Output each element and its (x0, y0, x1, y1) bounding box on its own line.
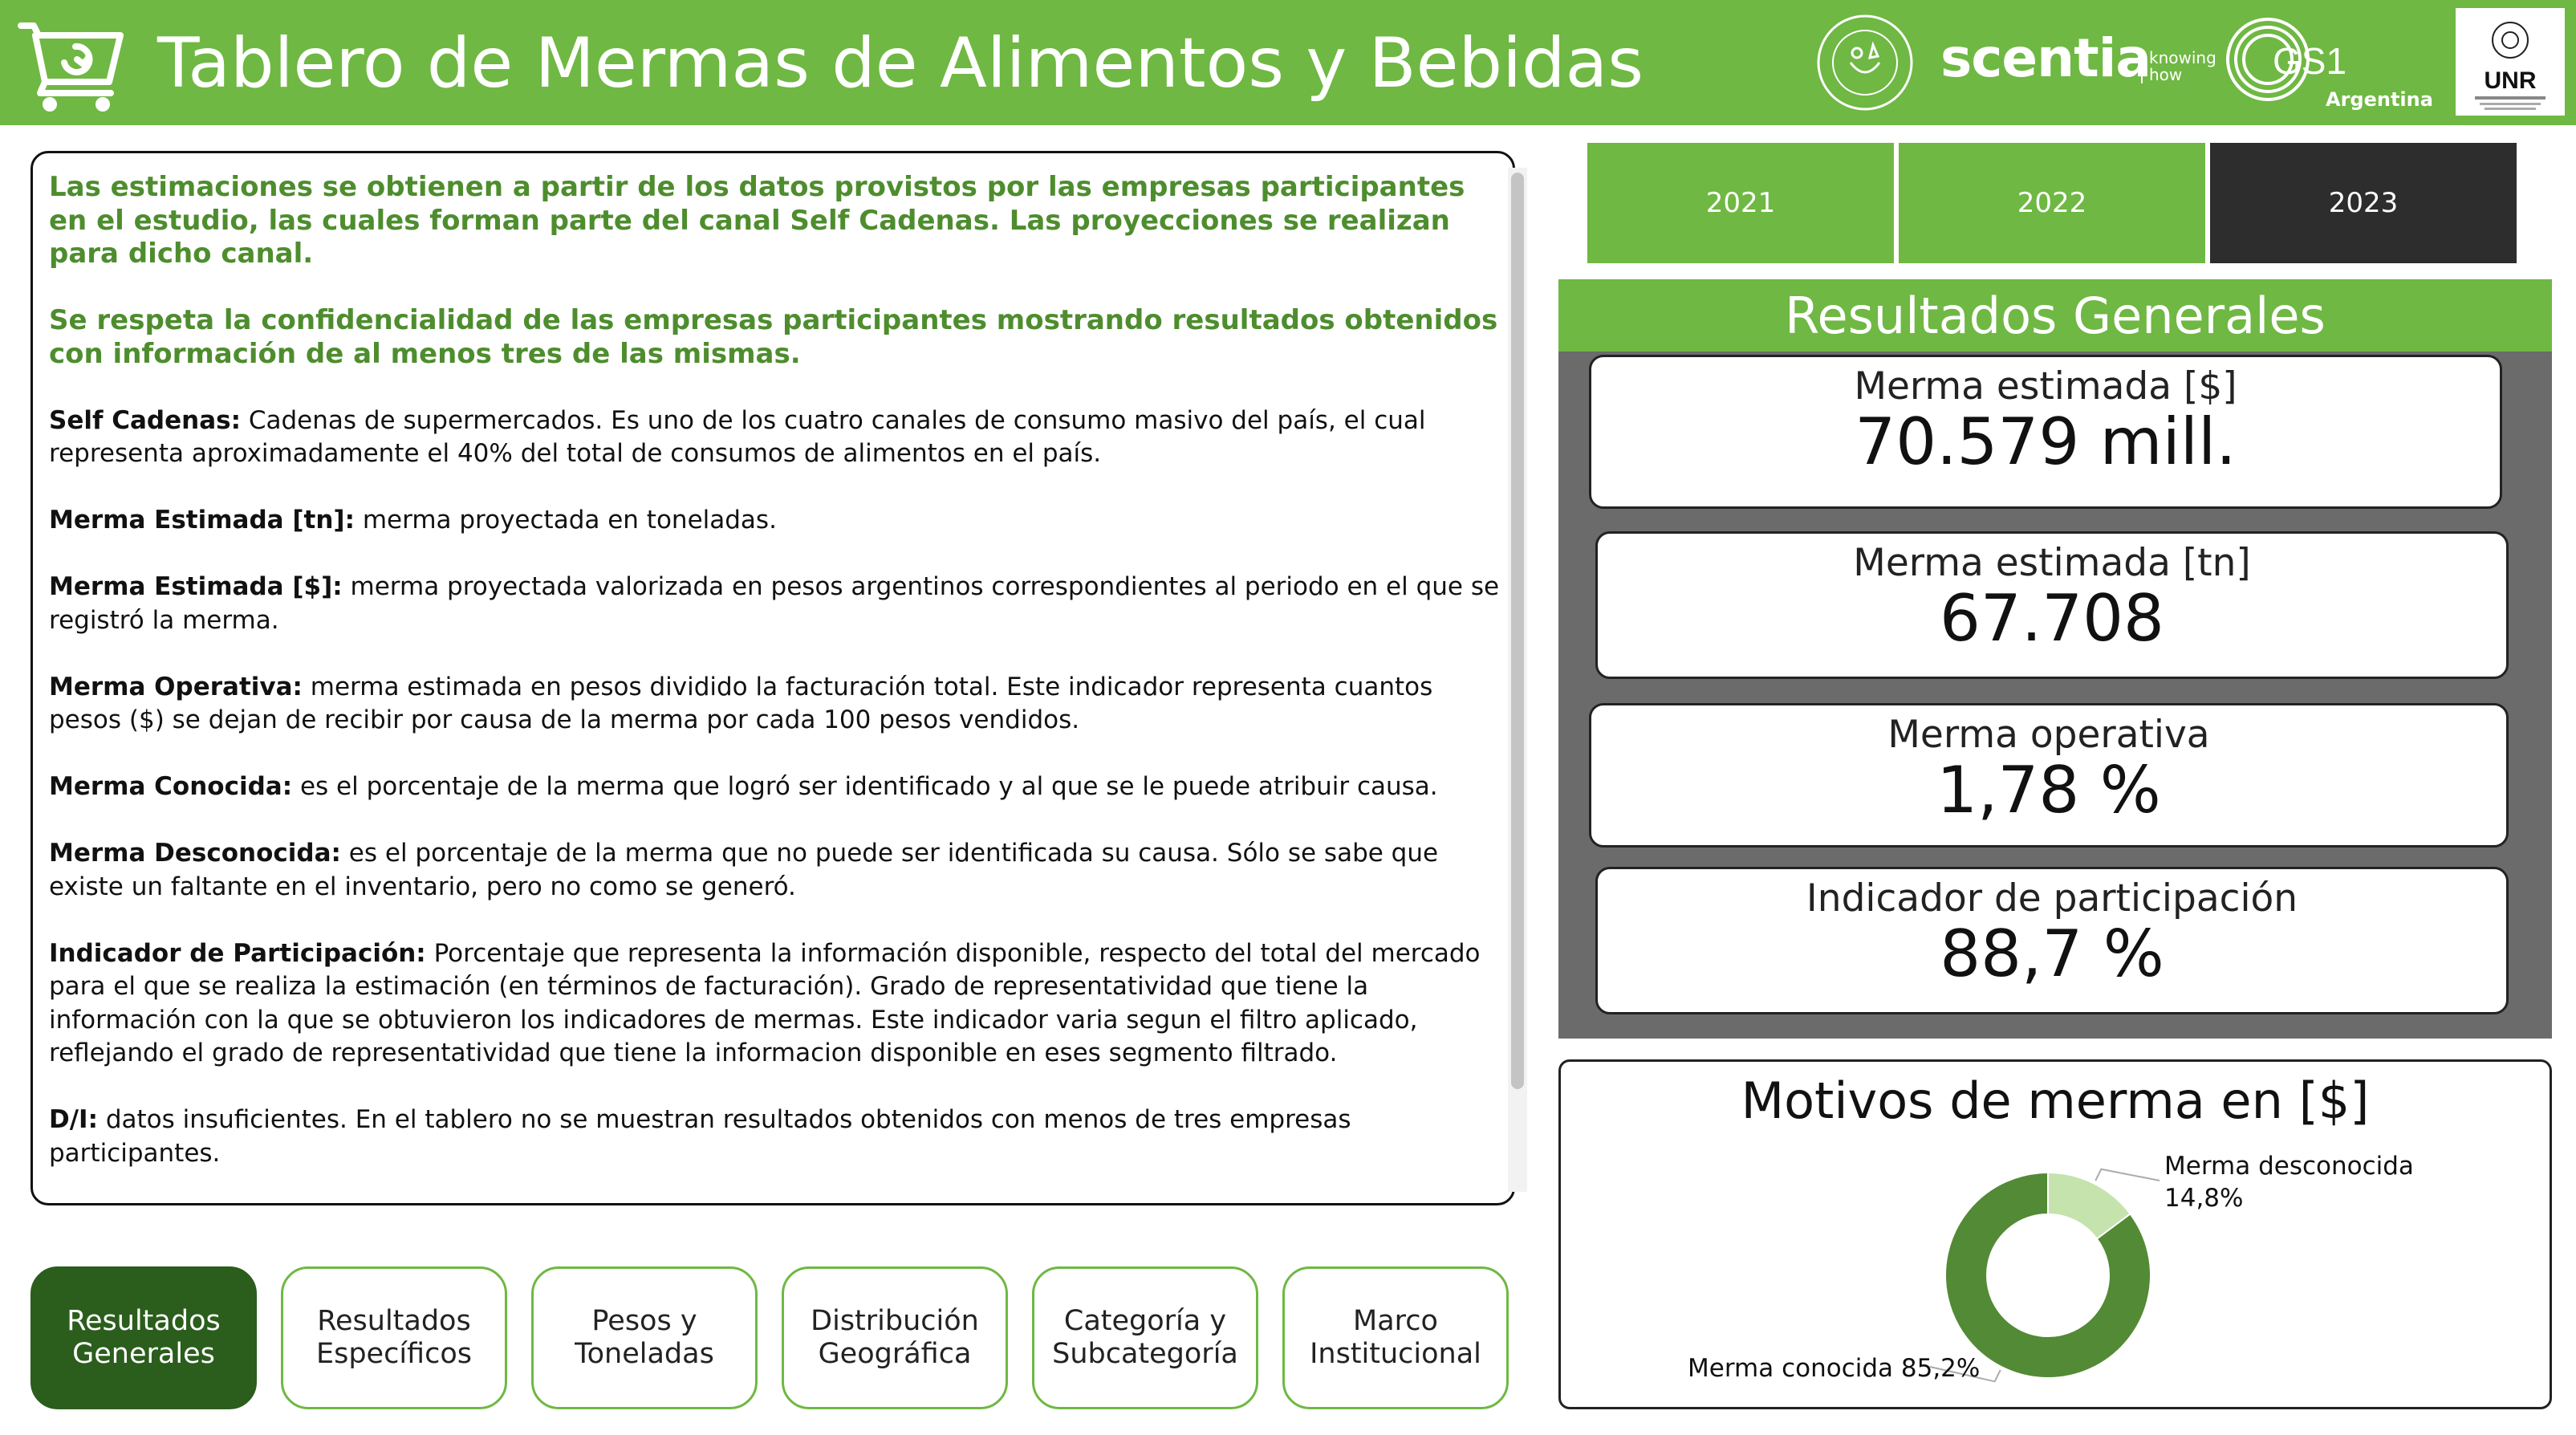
kpi-label: Merma operativa (1887, 713, 2210, 757)
header-bar (0, 0, 2576, 125)
info-panel (30, 151, 1515, 1205)
def-text: es el porcentaje de la merma que no puede ser identificada su causa. Sólo se sabe que existe un faltante en el inventario, pero no como se generó. (49, 839, 1439, 901)
nav-resultados-especificos[interactable]: Resultados Específicos (281, 1266, 507, 1409)
kpi-label: Indicador de participación (1806, 876, 2298, 921)
def-merma-conocida (49, 770, 1509, 804)
results-title: Resultados Generales (1558, 279, 2552, 352)
label-merma-desconocida-pct: 14,8% (2164, 1184, 2244, 1213)
year-button-2022[interactable]: 2022 (1899, 143, 2205, 263)
kpi-value: 1,78 % (1936, 753, 2161, 828)
scentia-logo: scentia (1940, 27, 2151, 89)
year-button-2023[interactable]: 2023 (2210, 143, 2517, 263)
info-lead-2: Se respeta la confidencialidad de las empresas participantes mostrando resultados obtenidos con información de al menos tres de las mismas. (49, 304, 1498, 370)
def-term: Merma Desconocida: (49, 839, 341, 868)
def-di (49, 1104, 1509, 1170)
def-indicador-participacion (49, 937, 1509, 1071)
def-merma-desconocida (49, 837, 1509, 904)
def-text: Cadenas de supermercados. Es uno de los cuatro canales de consumo masivo del país, el cual representa aproximadamente el 40% del total de consumos de alimentos en el país. (49, 405, 1426, 468)
recycle-cart-icon (14, 11, 127, 114)
leader-line-merma-desconocida (2095, 1169, 2160, 1181)
def-merma-operativa (49, 671, 1509, 738)
def-text: merma proyectada valorizada en pesos argentinos correspondientes al periodo en el que se registró la merma. (49, 572, 1500, 635)
info-scrollbar[interactable] (1508, 168, 1527, 1192)
kpi-card-indicador-participacion (1595, 867, 2509, 1014)
def-term: Merma Estimada [tn]: (49, 506, 355, 535)
donut-chart-panel (1558, 1059, 2552, 1409)
kpi-card-merma-operativa (1589, 703, 2509, 848)
page-title: Tablero de Mermas de Alimentos y Bebidas (157, 23, 1644, 104)
def-text: merma proyectada en toneladas. (355, 506, 777, 535)
nav-pesos-toneladas[interactable]: Pesos y Toneladas (531, 1266, 758, 1409)
def-term: Merma Operativa: (49, 672, 303, 701)
def-term: Merma Estimada [$]: (49, 572, 343, 601)
kpi-value: 70.579 mill. (1855, 404, 2237, 480)
kpi-value: 67.708 (1940, 581, 2164, 657)
nav-distribucion-geografica[interactable]: Distribución Geográfica (782, 1266, 1008, 1409)
kpi-card-merma-tn (1595, 531, 2509, 679)
scentia-logo-tagline (2141, 50, 2216, 83)
svg-text:GS1: GS1 (2273, 40, 2347, 82)
def-text: datos insuficientes. En el tablero no se muestran resultados obtenidos con menos de tres empresas participantes. (49, 1105, 1351, 1168)
valoremos-logo (1815, 13, 1915, 112)
kpi-label: Merma estimada [tn] (1853, 541, 2251, 585)
kpi-label: Merma estimada [$] (1854, 364, 2237, 409)
def-term: Merma Conocida: (49, 772, 293, 801)
nav-resultados-generales[interactable]: Resultados Generales (30, 1266, 257, 1409)
scentia-tagline-2: how (2149, 65, 2183, 84)
def-text: es el porcentaje de la merma que logró ser identificado y al que se le puede atribuir causa. (292, 772, 1438, 801)
def-term: Self Cadenas: (49, 405, 241, 435)
label-merma-desconocida: Merma desconocida (2164, 1152, 2414, 1181)
unr-logo (2456, 8, 2565, 116)
nav-categoria-subcategoria[interactable]: Categoría y Subcategoría (1032, 1266, 1258, 1409)
def-merma-tn (49, 504, 1509, 538)
scentia-tagline-1: knowing (2149, 48, 2216, 67)
nav-marco-institucional[interactable]: Marco Institucional (1282, 1266, 1509, 1409)
donut-chart-title: Motivos de merma en [$] (1741, 1071, 2370, 1130)
def-term: D/I: (49, 1105, 98, 1134)
gs1-logo (2223, 13, 2347, 101)
info-scrollbar-thumb[interactable] (1511, 173, 1524, 1089)
kpi-card-merma-pesos (1589, 355, 2502, 509)
unr-seal-icon (2456, 8, 2565, 116)
unr-logo-text: UNR (2484, 67, 2537, 94)
year-button-2021[interactable]: 2021 (1587, 143, 1894, 263)
def-self-cadenas (49, 404, 1509, 471)
def-term: Indicador de Participación: (49, 938, 426, 968)
gs1-country-label: Argentina (2326, 88, 2433, 111)
info-lead-1: Las estimaciones se obtienen a partir de los datos provistos por las empresas participantes en el estudio, las cuales forman parte del canal Self Cadenas. Las proyecciones se realizan para dicho canal. (49, 171, 1465, 270)
def-merma-pesos (49, 571, 1509, 637)
kpi-value: 88,7 % (1940, 917, 2164, 992)
info-content (49, 171, 1509, 1204)
label-merma-conocida: Merma conocida 85,2% (1688, 1354, 1981, 1383)
def-text: merma estimada en pesos dividido la facturación total. Este indicador representa cuantos pesos ($) se dejan de recibir por causa de la merma por cada 100 pesos vendidos. (49, 672, 1433, 734)
def-text: Porcentaje que representa la información disponible, respecto del total del mercado para el que se realiza la estimación (en términos de facturación). Grado de representatividad que tiene la información con la que se obtuvieron los indicadores de mermas. Este indicador varia segun el filtro aplicado, reflejando el grado de representatividad que tiene la informacion disponible en eses segmento filtrado. (49, 938, 1481, 1067)
